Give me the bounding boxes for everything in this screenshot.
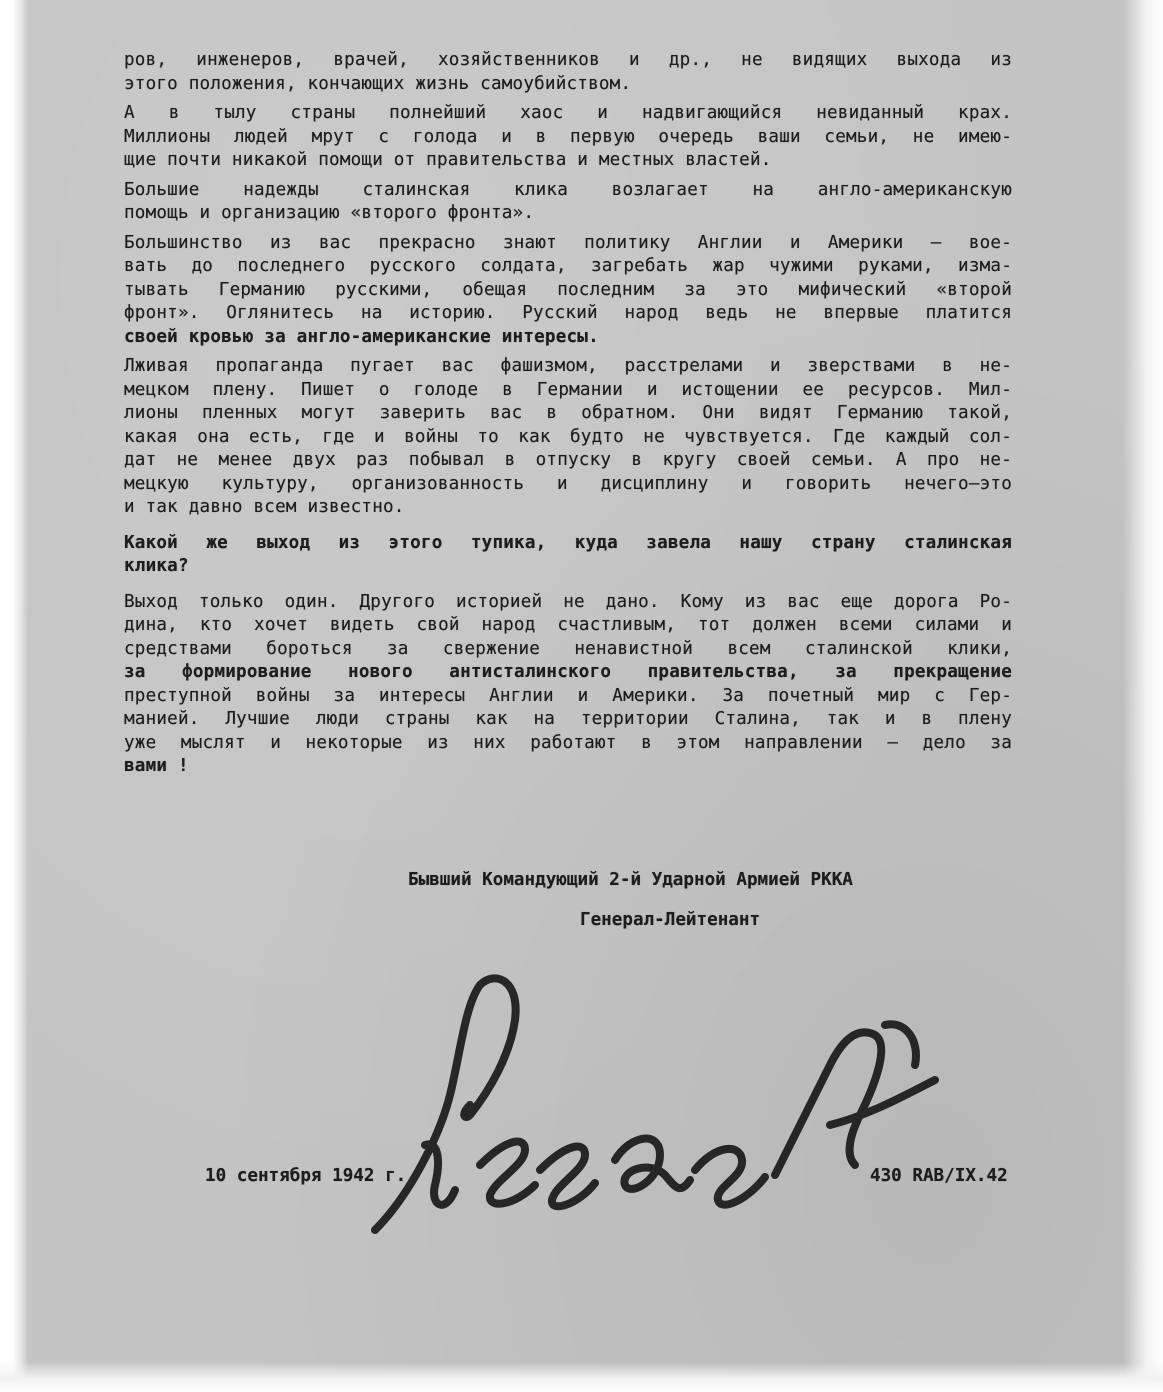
paragraph (124, 49, 1012, 96)
scan-edge-bottom (0, 1362, 1163, 1392)
scan-edge-left (0, 0, 28, 1392)
text-line: дат не менее двух раз побывал в отпуску в кругу своей семьи. А про не- (124, 450, 1012, 470)
signatory-position: Бывший Командующий 2-й Ударной Армией РККА (408, 870, 853, 890)
text-line: Лживая пропаганда пугает вас фашизмом, расстрелами и зверствами в не- (124, 356, 1012, 376)
text-line: А в тылу страны полнейший хаос и надвигающийся невиданный крах. (124, 103, 1012, 123)
handwritten-signature (330, 965, 950, 1245)
text-line: Большие надежды сталинская клика возлагает на англо-американскую (124, 179, 1012, 200)
text-line: дина, кто хочет видеть свой народ счастливым, тот должен всеми силами и (124, 615, 1012, 635)
text-line: вать до последнего русского солдата, загребать жар чужими руками, изма- (124, 256, 1012, 276)
paragraph (124, 591, 1012, 779)
scan-edge-right (1123, 0, 1163, 1392)
text-line: ров, инженеров, врачей, хозяйственников и др., не видящих выхода из (124, 50, 1012, 70)
leaflet-body-text (124, 49, 1012, 779)
text-line: щие почти никакой помощи от правительства и местных властей. (124, 150, 772, 170)
text-line: мецком плену. Пишет о голоде в Германии и истощении ее ресурсов. Мил- (124, 379, 1012, 400)
paragraph-question (124, 532, 1012, 579)
text-line: лионы пленных могут заверить вас в обратном. Они видят Германию такой, (124, 403, 1012, 423)
signatory-rank: Генерал-Лейтенант (580, 910, 761, 930)
text-line: преступной войны за интересы Англии и Америки. За почетный мир с Гер- (124, 685, 1012, 706)
text-line: мецкую культуру, организованность и дисциплину и говорить нечего—это (124, 473, 1012, 494)
paragraph (124, 232, 1012, 350)
text-line: Выход только один. Другого историей не дано. Кому из вас еще дорога Ро- (124, 591, 1012, 612)
text-line: за формирование нового антисталинского правительства, за прекращение (124, 662, 1012, 682)
text-line: клика? (124, 556, 189, 576)
text-line: Миллионы людей мрут с голода и в первую очередь ваши семьи, не имею- (124, 126, 1012, 147)
leaflet-date: 10 сентября 1942 г. (205, 1166, 407, 1186)
text-line: и так давно всем известно. (124, 497, 405, 517)
text-line: тывать Германию русскими, обещая последним за это мифический «второй (124, 279, 1012, 300)
text-line: фронт». Оглянитесь на историю. Русский народ ведь не впервые платится (124, 303, 1012, 323)
text-line: манией. Лучшие люди страны как на территории Сталина, так и в плену (124, 709, 1012, 729)
text-line: средствами бороться за свержение ненавистной всем сталинской клики, (124, 638, 1012, 659)
text-line: какая она есть, где и войны то как будто не чувствуется. Где каждый сол- (124, 426, 1012, 447)
text-line: помощь и организацию «второго фронта». (124, 203, 535, 223)
text-line: Какой же выход из этого тупика, куда завела нашу страну сталинская (124, 532, 1012, 553)
text-line: Большинство из вас прекрасно знают политику Англии и Америки — вое- (124, 232, 1012, 253)
text-line: уже мыслят и некоторые из них работают в этом направлении — дело за (124, 732, 1012, 753)
leaflet-print-code: 430 RAB/IX.42 (870, 1166, 1008, 1186)
paragraph (124, 179, 1012, 226)
paragraph (124, 355, 1012, 520)
text-line: своей кровью за англо-американские интересы. (124, 326, 599, 347)
text-line: этого положения, кончающих жизнь самоубийством. (124, 73, 632, 94)
text-line: вами ! (124, 756, 189, 776)
paragraph (124, 102, 1012, 173)
